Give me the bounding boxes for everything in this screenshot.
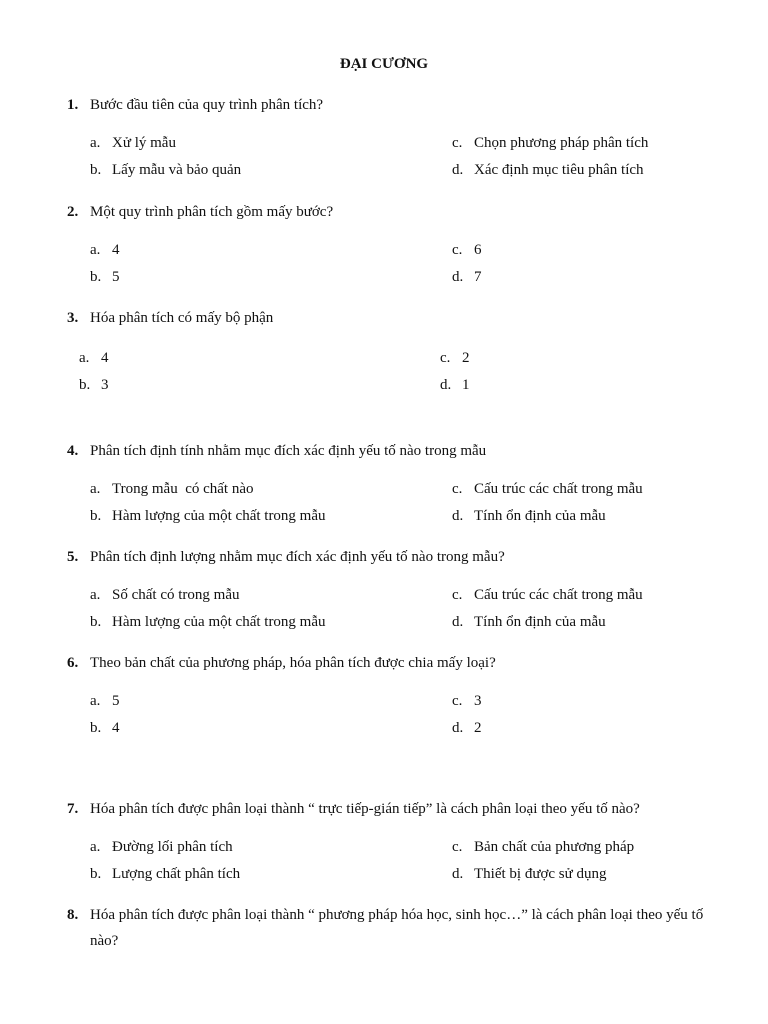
question-text: Một quy trình phân tích gồm mấy bước? bbox=[90, 204, 334, 220]
question-2 bbox=[67, 199, 717, 291]
option-c: c. 2 bbox=[440, 350, 470, 366]
option-c: c. 6 bbox=[452, 242, 482, 258]
option-b: b. Hàm lượng của một chất trong mẫu bbox=[90, 614, 326, 630]
option-d: d. Tính ổn định của mẫu bbox=[452, 614, 606, 630]
option-d: d. 2 bbox=[452, 720, 482, 736]
page-title: ĐẠI CƯƠNG bbox=[339, 56, 429, 72]
options bbox=[67, 834, 717, 888]
option-d: d. 1 bbox=[440, 377, 470, 393]
question-number: 6. bbox=[67, 655, 79, 671]
question-number: 4. bbox=[67, 443, 79, 459]
options bbox=[67, 237, 717, 291]
option-b: b. 5 bbox=[90, 269, 120, 285]
question-4 bbox=[67, 438, 717, 530]
question-text: Hóa phân tích được phân loại thành “ trực tiếp-gián tiếp” là cách phân loại theo yếu tố nào? bbox=[90, 801, 640, 817]
option-c: c. 3 bbox=[452, 693, 482, 709]
option-c: c. Chọn phương pháp phân tích bbox=[452, 135, 649, 151]
question-number: 1. bbox=[67, 97, 79, 113]
option-a: a. Số chất có trong mẫu bbox=[90, 587, 240, 603]
question-1 bbox=[67, 92, 717, 184]
question-text: Phân tích định tính nhằm mục đích xác định yếu tố nào trong mẫu bbox=[90, 443, 487, 459]
options bbox=[67, 130, 717, 184]
question-7 bbox=[67, 796, 717, 888]
question-3 bbox=[67, 305, 717, 399]
option-b: b. Hàm lượng của một chất trong mẫu bbox=[90, 508, 326, 524]
question-number: 2. bbox=[67, 204, 79, 220]
option-a: a. Xử lý mẫu bbox=[90, 135, 176, 151]
option-d: d. 7 bbox=[452, 269, 482, 285]
option-b: b. Lượng chất phân tích bbox=[90, 866, 241, 882]
options bbox=[67, 688, 717, 742]
option-d: d. Xác định mục tiêu phân tích bbox=[452, 162, 644, 178]
question-text: Phân tích định lượng nhằm mục đích xác định yếu tố nào trong mẫu? bbox=[90, 549, 505, 565]
option-b: b. 4 bbox=[90, 720, 120, 736]
option-d: d. Tính ổn định của mẫu bbox=[452, 508, 606, 524]
option-a: a. 4 bbox=[79, 350, 109, 366]
option-a: a. 4 bbox=[90, 242, 120, 258]
options bbox=[67, 345, 717, 399]
option-b: b. 3 bbox=[79, 377, 109, 393]
question-8 bbox=[67, 902, 717, 954]
options bbox=[67, 582, 717, 636]
option-a: a. 5 bbox=[90, 693, 120, 709]
question-text: Hóa phân tích được phân loại thành “ phương pháp hóa học, sinh học…” là cách phân loại theo yếu tố nào? bbox=[90, 907, 704, 949]
option-c: c. Cấu trúc các chất trong mẫu bbox=[452, 587, 643, 603]
question-number: 3. bbox=[67, 310, 79, 326]
option-c: c. Cấu trúc các chất trong mẫu bbox=[452, 481, 643, 497]
question-text: Bước đầu tiên của quy trình phân tích? bbox=[90, 97, 324, 113]
question-number: 7. bbox=[67, 801, 79, 817]
option-c: c. Bản chất của phương pháp bbox=[452, 839, 635, 855]
options bbox=[67, 476, 717, 530]
option-d: d. Thiết bị được sử dụng bbox=[452, 866, 607, 882]
option-b: b. Lấy mẫu và bảo quản bbox=[90, 162, 242, 178]
question-text: Hóa phân tích có mấy bộ phận bbox=[90, 310, 274, 326]
question-text: Theo bản chất của phương pháp, hóa phân tích được chia mấy loại? bbox=[90, 655, 496, 671]
question-6 bbox=[67, 650, 717, 742]
option-a: a. Đường lối phân tích bbox=[90, 839, 233, 855]
question-number: 8. bbox=[67, 907, 79, 923]
question-number: 5. bbox=[67, 549, 79, 565]
option-a: a. Trong mẫu có chất nào bbox=[90, 481, 254, 497]
question-5 bbox=[67, 544, 717, 636]
